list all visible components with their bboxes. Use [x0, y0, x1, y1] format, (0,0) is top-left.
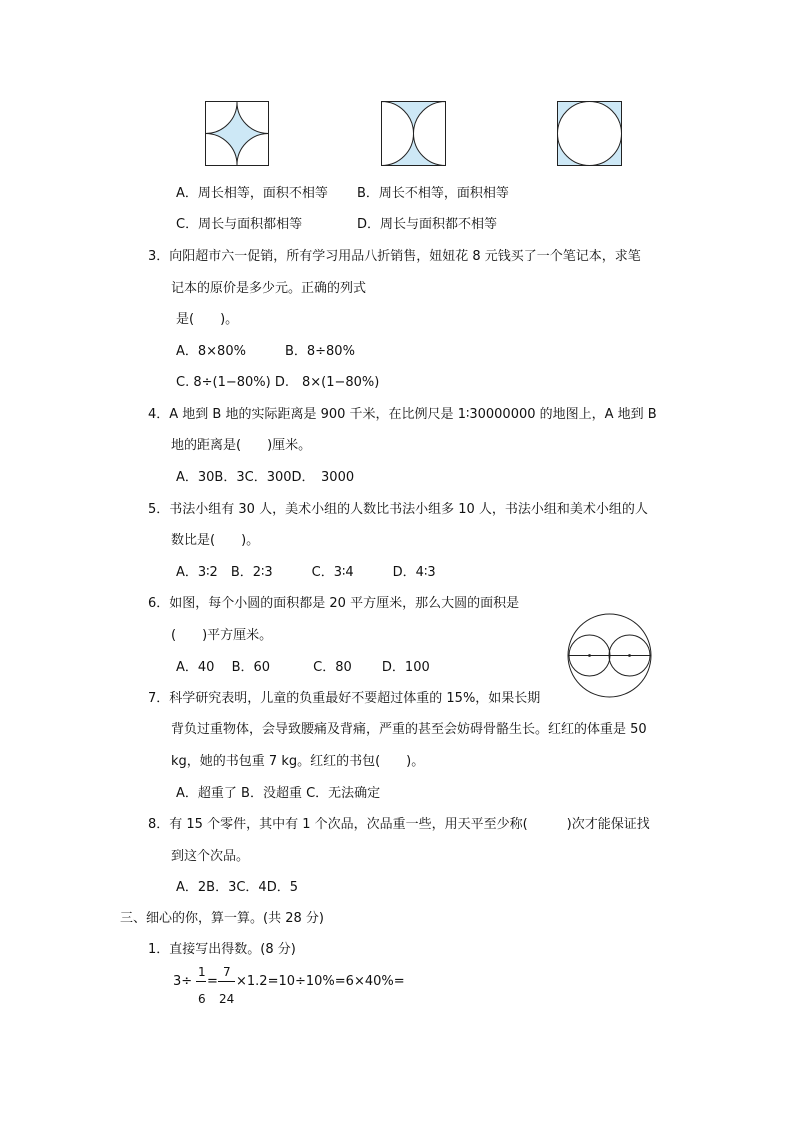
fraction-2-bar: [218, 981, 235, 982]
expr-prefix: 3÷: [173, 974, 193, 989]
q5-options: A．3∶2 B．2∶3 C．3∶4 D．4∶3: [176, 565, 436, 580]
q6-stem-line-1: 6．如图，每个小圆的面积都是 20 平方厘米，那么大圆的面积是: [148, 596, 520, 611]
q4-stem-line-1: 4．A 地到 B 地的实际距离是 900 千米，在比例尺是 1∶30000000 的地图上，A 地到 B: [148, 407, 657, 422]
q8-stem-line-1: 8．有 15 个零件，其中有 1 个次品，次品重一些，用天平至少称( )次才能保证找: [148, 817, 650, 832]
q4-options: A．30B．3C．300D． 3000: [176, 470, 355, 485]
figure-square-two-half-circles: [381, 101, 446, 166]
fraction-2-numerator: 7: [223, 965, 231, 979]
q3-stem-line-2: 记本的原价是多少元。正确的列式: [171, 281, 367, 296]
q3-options-line-1: A．8×80% B．8÷80%: [176, 344, 355, 359]
figure-big-circle-two-small-circles: [567, 613, 652, 698]
section-3-question-1-title: 1．直接写出得数。(8 分): [148, 942, 296, 957]
q2-option-a: A．周长相等，面积不相等: [176, 186, 328, 201]
q7-stem-line-2: 背负过重物体，会导致腰痛及背痛，严重的甚至会妨碍骨骼生长。红红的体重是 50: [171, 722, 647, 737]
q7-stem-line-1: 7．科学研究表明，儿童的负重最好不要超过体重的 15%，如果长期: [148, 691, 541, 706]
expr-mid: =: [207, 974, 218, 989]
q2-option-c: C．周长与面积都相等: [176, 217, 303, 232]
q6-options: A．40 B．60 C．80 D．100: [176, 660, 430, 675]
q5-stem-line-1: 5．书法小组有 30 人，美术小组的人数比书法小组多 10 人，书法小组和美术小组的人: [148, 502, 648, 517]
q6-stem-line-2: ( )平方厘米。: [171, 628, 273, 643]
section-3-heading: 三、细心的你，算一算。(共 28 分): [120, 911, 324, 926]
q2-option-b: B．周长不相等，面积相等: [357, 186, 509, 201]
fraction-1-numerator: 1: [198, 965, 206, 979]
q5-stem-line-2: 数比是( )。: [171, 533, 260, 548]
q3-options-line-2: C. 8÷(1−80%) D. 8×(1−80%): [176, 375, 380, 390]
figure-square-four-quarter-circles: [205, 101, 269, 166]
figure-square-inscribed-circle: [557, 101, 622, 166]
q7-stem-line-3: kg，她的书包重 7 kg。红红的书包( )。: [171, 754, 425, 769]
q2-option-d: D．周长与面积都不相等: [357, 217, 498, 232]
q7-options: A．超重了 B．没超重 C．无法确定: [176, 786, 381, 801]
fraction-2-denominator: 24: [219, 992, 235, 1006]
q3-stem-line-1: 3．向阳超市六一促销，所有学习用品八折销售，妞妞花 8 元钱买了一个笔记本，求笔: [148, 249, 641, 264]
q3-stem-line-3: 是( )。: [176, 312, 239, 327]
fraction-1-denominator: 6: [198, 992, 206, 1006]
fraction-1-bar: [196, 981, 206, 982]
q4-stem-line-2: 地的距离是( )厘米。: [171, 438, 312, 453]
q8-stem-line-2: 到这个次品。: [171, 849, 250, 864]
expr-suffix: ×1.2=10÷10%=6×40%=: [236, 974, 405, 989]
q8-options: A．2B．3C．4D．5: [176, 880, 298, 895]
